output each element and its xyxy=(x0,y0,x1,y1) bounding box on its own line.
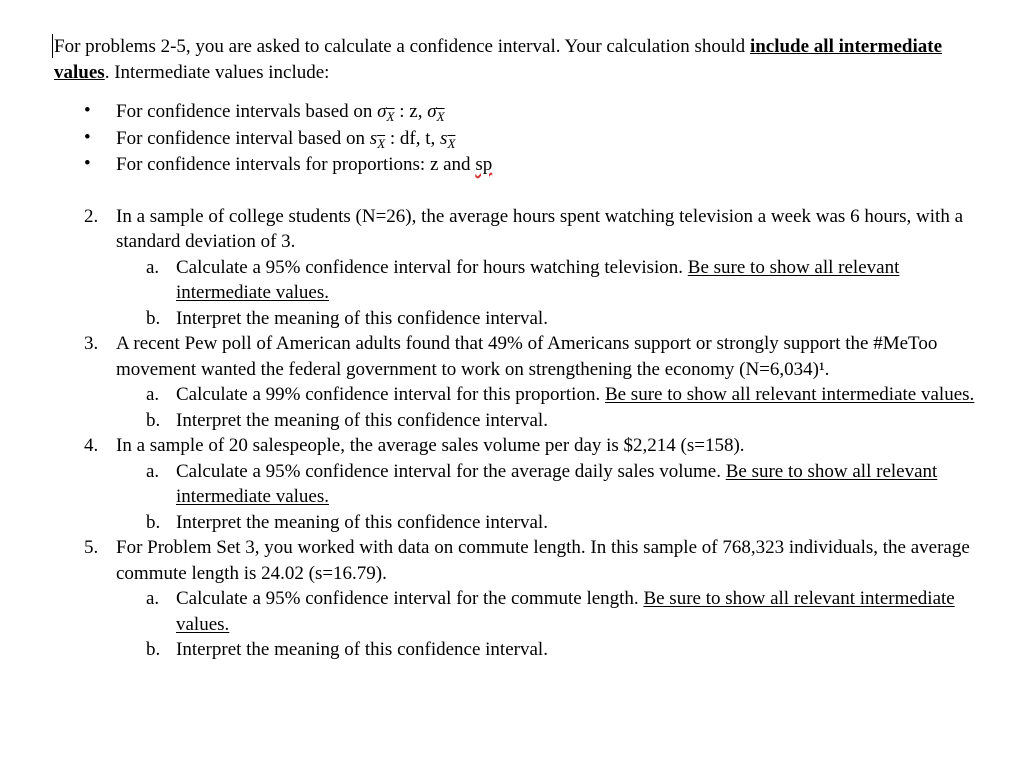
bullet-icon: • xyxy=(84,126,91,148)
problem-text: A recent Pew poll of American adults found that 49% of Americans support or strongly support the #MeToo movement wanted the federal government to work on strengthening the economy (N=6,034)¹. xyxy=(116,333,938,380)
problem-part xyxy=(54,586,989,637)
part-text: Calculate a 95% confidence interval for hours watching television. xyxy=(176,256,688,278)
bullet-after: : df, t, xyxy=(385,127,441,149)
problem-part xyxy=(54,637,989,663)
part-text: Interpret the meaning of this confidence interval. xyxy=(176,511,548,533)
problem-list xyxy=(54,204,989,663)
problem-part xyxy=(54,510,989,536)
part-letter: b. xyxy=(146,409,161,431)
problem-text: For Problem Set 3, you worked with data on commute length. In this sample of 768,323 individuals, the average commute length is 24.02 (s=16.79). xyxy=(116,537,970,584)
problem-part xyxy=(54,255,989,306)
bullet-icon: • xyxy=(84,153,91,174)
bullet-icon: • xyxy=(84,100,91,121)
part-text: Interpret the meaning of this confidence interval. xyxy=(176,409,548,431)
part-text: Calculate a 99% confidence interval for this proportion. xyxy=(176,384,605,405)
problem-parts xyxy=(116,255,989,332)
part-text: Interpret the meaning of this confidence interval. xyxy=(176,307,548,329)
intro-emphasis: include all intermediate values xyxy=(54,36,943,83)
problem-part xyxy=(54,382,989,408)
problem-part xyxy=(54,306,989,332)
problem-item xyxy=(54,331,989,433)
part-text: Calculate a 95% confidence interval for the commute length. xyxy=(176,588,644,609)
s-xbar-2: $s_{\overline{X}}$ xyxy=(440,127,456,151)
intermediate-values-list xyxy=(54,99,989,179)
part-letter: a. xyxy=(146,460,160,482)
part-instruction: Be sure to show all relevant intermediate values. xyxy=(604,384,975,405)
problem-number: 3. xyxy=(84,333,99,354)
part-letter: a. xyxy=(146,256,160,278)
intro-suffix: . Intermediate values include: xyxy=(104,61,330,83)
bullet-text: For confidence intervals for proportions: z and xyxy=(116,154,476,175)
problem-text: In a sample of 20 salespeople, the average sales volume per day is $2,214 (s=158). xyxy=(116,435,745,456)
part-text: Interpret the meaning of this confidence interval. xyxy=(176,639,548,660)
problem-parts xyxy=(116,459,989,536)
intro-paragraph xyxy=(54,34,989,85)
part-instruction: Be sure to show all relevant intermediate values. xyxy=(176,588,955,635)
part-letter: b. xyxy=(146,511,161,533)
problem-part xyxy=(54,459,989,510)
part-instruction: Be sure to show all relevant intermediate values. xyxy=(176,256,900,303)
problem-parts xyxy=(116,382,989,433)
sigma-xbar: $\sigma_{\overline{X}}$ xyxy=(377,101,395,124)
document-body[interactable] xyxy=(54,34,989,663)
bullet-item xyxy=(54,152,989,179)
intro-prefix: For problems 2-5, you are asked to calculate a confidence interval. Your calculation should xyxy=(54,36,750,57)
part-letter: a. xyxy=(146,588,160,609)
part-letter: b. xyxy=(146,639,161,660)
problem-item xyxy=(54,204,989,332)
problem-parts xyxy=(116,586,989,663)
part-instruction: Be sure to show all relevant intermediate values. xyxy=(176,460,938,507)
bullet-item xyxy=(54,99,989,126)
part-letter: b. xyxy=(146,307,161,329)
sigma-xbar-2: $\sigma_{\overline{X}}$ xyxy=(427,101,445,124)
problem-number: 4. xyxy=(84,435,99,456)
bullet-text: For confidence interval based on xyxy=(116,127,370,149)
bullet-text: For confidence intervals based on xyxy=(116,101,378,122)
part-letter: a. xyxy=(146,384,160,405)
bullet-item xyxy=(54,126,989,153)
sp-term: sp xyxy=(475,154,493,175)
bullet-after: : z, xyxy=(394,101,428,122)
problem-number: 5. xyxy=(84,537,99,558)
problem-item xyxy=(54,433,989,535)
problem-part xyxy=(54,408,989,434)
text-cursor xyxy=(52,34,53,58)
s-xbar: $s_{\overline{X}}$ xyxy=(369,127,386,151)
problem-number: 2. xyxy=(84,205,99,227)
problem-text: In a sample of college students (N=26), the average hours spent watching television a week was 6 hours, with a standard deviation of 3. xyxy=(116,205,964,252)
problem-item xyxy=(54,535,989,663)
part-text: Calculate a 95% confidence interval for the average daily sales volume. xyxy=(176,460,726,482)
